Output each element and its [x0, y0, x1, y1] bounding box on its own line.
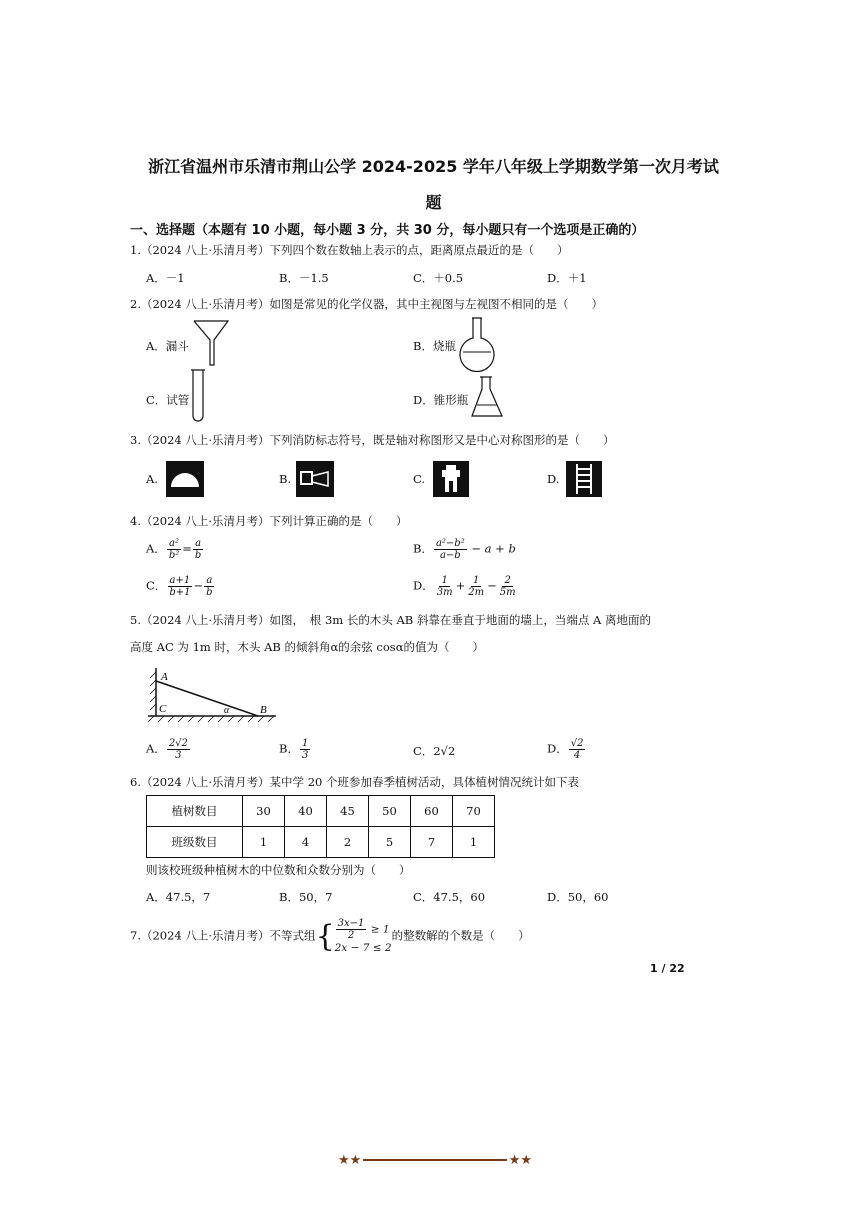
question-5-option-b: B． $\frac{1}{3}$ — [279, 738, 309, 761]
funnel-icon — [192, 318, 232, 368]
angle-alpha-label: α — [224, 705, 230, 716]
question-4-option-d: D． $\frac{1}{3m}$ + $\frac{1}{2m}$ − $\frac{2}{5m}$ — [413, 575, 516, 598]
question-5-stem-line1: 5.（2024 八上·乐清月考）如图， 根 3m 长的木头 AB 斜靠在垂直于地面的墙上，当端点 A 离地面的 — [130, 613, 652, 627]
question-3-stem: 3.（2024 八上·乐清月考）下列消防标志符号，既是轴对称图形又是中心对称图形的是（ ） — [130, 433, 615, 447]
table-row — [147, 796, 495, 827]
question-2-stem: 2.（2024 八上·乐清月考）如图是常见的化学仪器，其中主视图与左视图不相同的是（ ） — [130, 297, 604, 311]
question-5-option-d: D． $\frac{√2}{4}$ — [547, 738, 584, 761]
question-7-stem: 7.（2024 八上·乐清月考）不等式组{ $\frac{3x-1}{2}$ ≥ 1 2x − 7 ≤ 2 的整数解的个数是（ ） — [130, 918, 530, 954]
question-2-option-d: D．锥形瓶 — [413, 393, 469, 407]
page-number: 1 / 22 — [650, 962, 685, 975]
document-title-line1: 浙江省温州市乐清市荆山公学 2024-2025 学年八年级上学期数学第一次月考试 — [148, 157, 719, 176]
conical-flask-icon — [470, 375, 504, 419]
question-5-option-a: A． $\frac{2√2}{3}$ — [146, 738, 188, 761]
question-6-option-b: B．50，7 — [279, 890, 333, 904]
flask-icon — [455, 316, 499, 372]
table-cell: 40 — [285, 796, 327, 827]
table-cell: 植树数目 — [147, 796, 243, 827]
question-3-option-d: D. — [547, 472, 560, 486]
question-2-option-a: A．漏斗 — [146, 339, 189, 353]
table-cell: 30 — [243, 796, 285, 827]
table-cell: 50 — [369, 796, 411, 827]
question-6-followup: 则该校班级种植树木的中位数和众数分别为（ ） — [146, 863, 411, 877]
table-cell: 4 — [285, 827, 327, 858]
question-2-option-c: C．试管 — [146, 393, 190, 407]
question-1-option-a: A．－1 — [146, 271, 185, 285]
question-4-option-c: C． $\frac{a+1}{b+1}$ − $\frac{a}{b}$ — [146, 575, 213, 598]
question-6-option-a: A．47.5，7 — [146, 890, 211, 904]
table-cell: 5 — [369, 827, 411, 858]
ladder-wall-diagram — [144, 664, 280, 724]
tree-planting-table — [146, 795, 495, 858]
point-a-label: A — [161, 671, 168, 683]
question-5-stem-line2: 高度 AC 为 1m 时，木头 AB 的倾斜角α的余弦 cosα的值为（ ） — [130, 640, 484, 654]
question-1-option-b: B．－1.5 — [279, 271, 329, 285]
section-heading: 一、选择题（本题有 10 小题，每小题 3 分，共 30 分，每小题只有一个选项是正确的） — [130, 223, 645, 238]
table-cell: 45 — [327, 796, 369, 827]
question-6-option-c: C．47.5，60 — [413, 890, 486, 904]
question-2-option-b: B．烧瓶 — [413, 339, 456, 353]
table-cell: 7 — [411, 827, 453, 858]
document-title-line2: 题 — [425, 193, 442, 212]
question-1-stem: 1.（2024 八上·乐清月考）下列四个数在数轴上表示的点，距离原点最近的是（ ） — [130, 243, 569, 257]
question-6-option-d: D．50，60 — [547, 890, 609, 904]
point-c-label: C — [159, 703, 167, 715]
table-cell: 1 — [453, 827, 495, 858]
table-cell: 班级数目 — [147, 827, 243, 858]
table-row — [147, 827, 495, 858]
fire-hydrant-sign-icon — [433, 461, 469, 497]
question-3-option-c: C. — [413, 472, 426, 486]
question-6-stem: 6.（2024 八上·乐清月考）某中学 20 个班参加春季植树活动，具体植树情况统计如下表 — [130, 775, 579, 789]
question-4-stem: 4.（2024 八上·乐清月考）下列计算正确的是（ ） — [130, 514, 408, 528]
question-3-option-b: B. — [279, 472, 292, 486]
fire-extinguisher-sign-icon — [296, 461, 334, 497]
test-tube-icon — [188, 368, 208, 426]
star-icon: ★★ — [338, 1152, 362, 1168]
question-4-option-a: A． $\frac{\text{a²}}{\text{b²}}$ = $\frac{a}{b}$ — [146, 538, 202, 561]
point-b-label: B — [260, 704, 267, 716]
question-3-option-a: A. — [146, 472, 158, 486]
question-1-option-c: C．＋0.5 — [413, 271, 464, 285]
footer-ornament — [338, 1152, 532, 1168]
table-cell: 2 — [327, 827, 369, 858]
star-icon: ★★ — [508, 1152, 532, 1168]
fire-ladder-sign-icon — [566, 461, 602, 497]
table-cell: 70 — [453, 796, 495, 827]
question-1-option-d: D．＋1 — [547, 271, 587, 285]
divider — [363, 1159, 506, 1161]
table-cell: 60 — [411, 796, 453, 827]
question-4-option-b: B． $\frac{\text{a²−b²}}{a-b}$ − a + b — [413, 538, 516, 561]
fire-blanket-sign-icon — [166, 461, 204, 497]
table-cell: 1 — [243, 827, 285, 858]
question-5-option-c: C．2√2 — [413, 744, 456, 758]
